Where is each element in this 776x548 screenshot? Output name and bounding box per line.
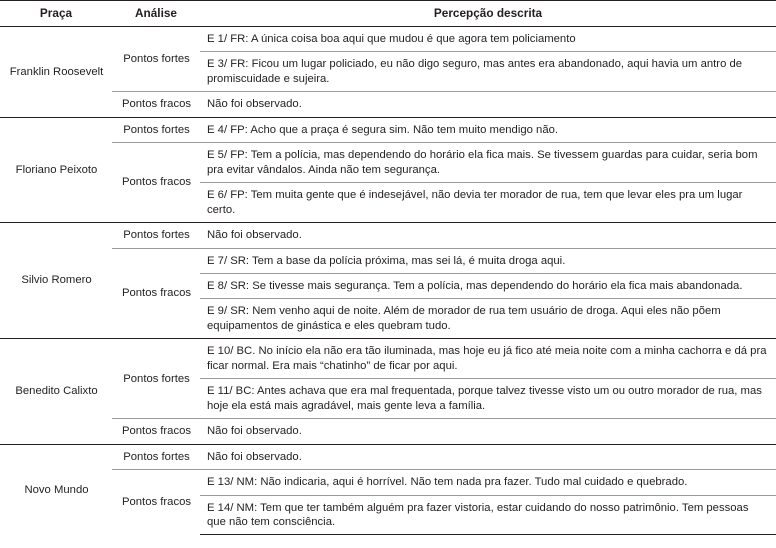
cell-analise: Pontos fortes	[112, 339, 200, 419]
cell-analise: Pontos fortes	[123, 52, 190, 65]
table-body	[0, 27, 776, 535]
table-row	[0, 339, 776, 379]
column-header-analise: Análise	[112, 1, 200, 27]
cell-analise: Pontos fortes	[112, 117, 200, 142]
cell-percepcao: E 10/ BC. No início ela não era tão iluminada, mas hoje eu já fico até meia noite com a minha cachorra e dá pra ficar normal. Era mais “chatinho” de ficar por aqui.	[200, 339, 776, 379]
cell-percepcao: E 4/ FP: Acho que a praça é segura sim. Não tem muito mendigo não.	[200, 117, 776, 142]
cell-percepcao: E 8/ SR: Se tivesse mais segurança. Tem a polícia, mas dependendo do horário ela fica mais abandonada.	[200, 273, 776, 298]
cell-percepcao: E 5/ FP: Tem a polícia, mas dependendo do horário ela fica mais. Se tivessem guardas para cuidar, seria bom pra evitar vândalos. Ainda não tem segurança.	[200, 143, 776, 183]
cell-percepcao: E 1/ FR: A única coisa boa aqui que mudou é que agora tem policiamento	[207, 33, 576, 45]
cell-analise: Pontos fracos	[112, 419, 200, 444]
cell-percepcao: E 14/ NM: Tem que ter também alguém pra fazer vistoria, estar cuidando do nosso patrimônio. Tem pessoas que não tem consciência.	[200, 495, 776, 535]
table-row	[0, 248, 776, 273]
column-header-percepcao: Percepção descrita	[200, 1, 776, 27]
table-row	[0, 419, 776, 444]
cell-analise: Pontos fracos	[112, 248, 200, 339]
column-header-praca: Praça	[0, 1, 112, 27]
cell-analise: Pontos fortes	[112, 444, 200, 469]
cell-analise: Pontos fracos	[112, 470, 200, 535]
cell-percepcao: Não foi observado.	[200, 419, 776, 444]
cell-percepcao: Não foi observado.	[200, 92, 776, 117]
cell-percepcao: E 9/ SR: Nem venho aqui de noite. Além de morador de rua tem usuário de droga. Aqui eles não põem equipamentos de ginástica e eles quebram tudo.	[200, 299, 776, 339]
cell-praca: Novo Mundo	[0, 444, 112, 535]
table-row	[0, 117, 776, 142]
cell-percepcao: E 3/ FR: Ficou um lugar policiado, eu não digo seguro, mas antes era abandonado, aqui havia um antro de promiscuidade e sujeira.	[200, 52, 776, 92]
table-row	[0, 27, 776, 52]
cell-analise: Pontos fracos	[112, 92, 200, 117]
cell-percepcao: E 6/ FP: Tem muita gente que é indesejável, não devia ter morador de rua, tem que levar eles pra um lugar certo.	[200, 183, 776, 223]
table-row	[0, 92, 776, 117]
cell-percepcao: Não foi observado.	[200, 223, 776, 248]
cell-percepcao: E 7/ SR: Tem a base da polícia próxima, mas sei lá, é muita droga aqui.	[200, 248, 776, 273]
cell-percepcao: E 13/ NM: Não indicaria, aqui é horrível. Não tem nada pra fazer. Tudo mal cuidado e quebrado.	[200, 470, 776, 495]
cell-analise: Pontos fortes	[112, 223, 200, 248]
cell-praca: Floriano Peixoto	[0, 117, 112, 222]
cell-praca: Silvio Romero	[0, 223, 112, 339]
cell-analise: Pontos fracos	[112, 143, 200, 223]
table-row	[0, 470, 776, 495]
cell-praca: Franklin Roosevelt	[9, 65, 104, 78]
table-row	[0, 223, 776, 248]
cell-percepcao: E 11/ BC: Antes achava que era mal frequentada, porque talvez tivesse visto um ou outro morador de rua, mas hoje ela está mais agradável, mais gente leva a família.	[200, 379, 776, 419]
table-row	[0, 143, 776, 183]
header-row	[0, 1, 776, 27]
table-row	[0, 444, 776, 469]
table-header	[0, 1, 776, 27]
cell-praca: Benedito Calixto	[0, 339, 112, 444]
cell-percepcao: Não foi observado.	[200, 444, 776, 469]
